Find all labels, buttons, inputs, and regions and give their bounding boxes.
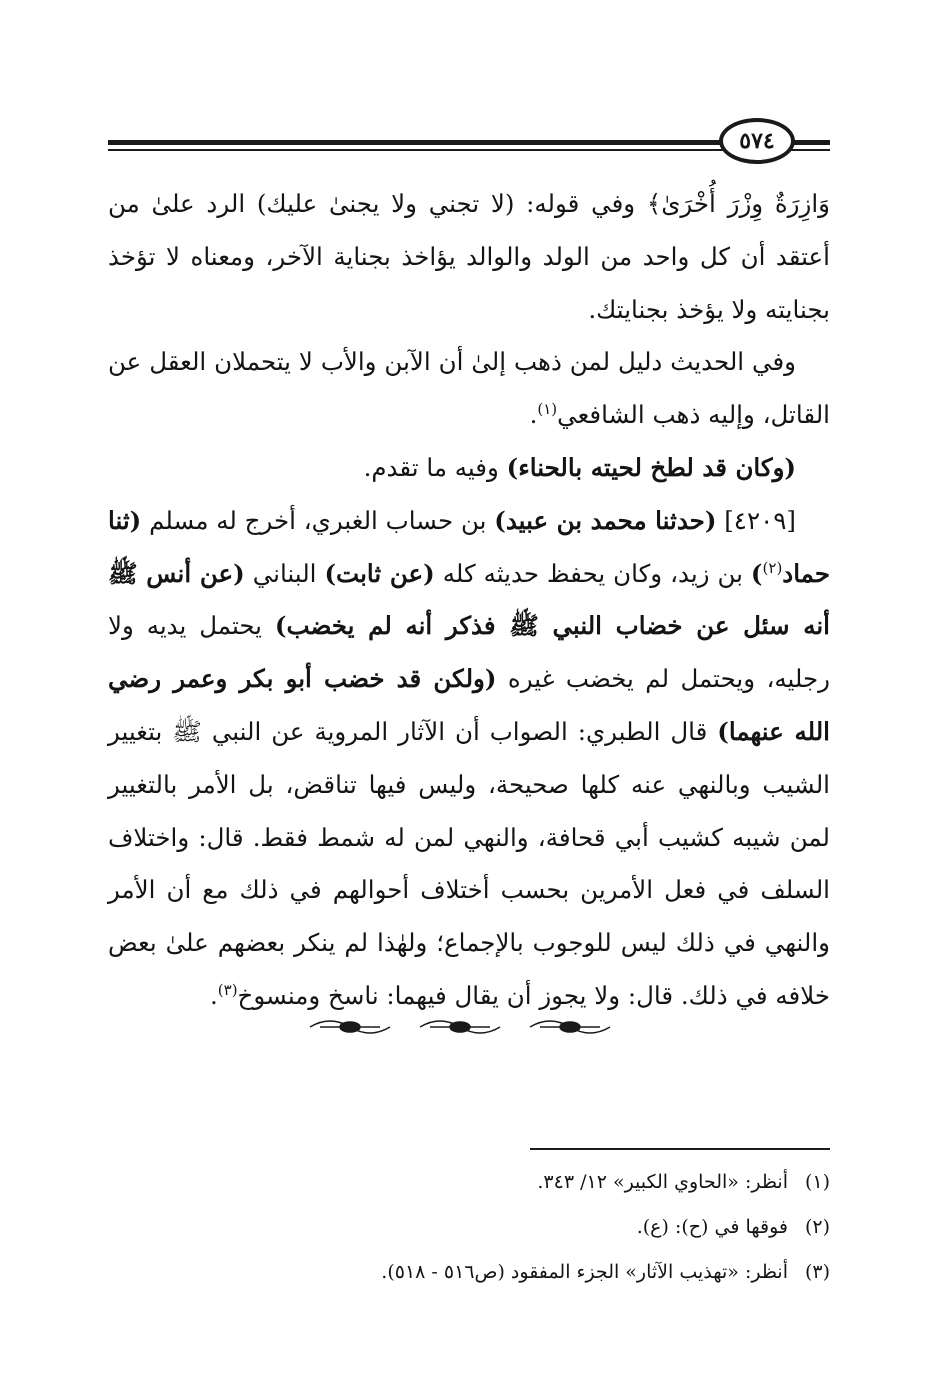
footnote-number: (٢) [804, 1216, 830, 1238]
footnote-number: (١) [804, 1171, 830, 1193]
commentary-4: يحتمل يديه ولا رجليه، ويحتمل لم يخضب غيره [108, 611, 830, 694]
paragraph-3-rest: وفيه ما تقدم. [363, 452, 507, 482]
page-number: ٥٧٤ [719, 118, 795, 164]
footnote-3 [108, 1250, 830, 1295]
footnote-ref-3: (٣) [217, 980, 238, 999]
paragraph-4-end: . [209, 980, 218, 1010]
commentary-2: بن زيد، وكان يحفظ حديثه كله [434, 558, 751, 588]
paragraph-3 [108, 442, 830, 495]
main-text [108, 178, 830, 1023]
quote-5: (ولكن قد خضب أبو بكر وعمر رضي الله عنهما) [108, 664, 830, 746]
commentary-3: البناني [244, 558, 325, 588]
quote-2: (ثنا حماد [108, 505, 830, 588]
paragraph-2 [108, 336, 830, 442]
paragraph-2-end: . [529, 400, 538, 430]
paragraph-3-bold: (وكان قد لطخ لحيته بالحناء) [506, 452, 796, 482]
paragraph-1-text: وَازِرَةٌ وِزْرَ أُخْرَىٰ﴾ وفي قوله: (لا تجني ولا يجنىٰ عليك) الرد علىٰ من أعتقد أن كل واحد من الولد والوالد يؤاخذ بجناية الآخر، ومعناه لا تؤخذ بجنايته ولا يؤخذ بجنايتك. [108, 189, 830, 324]
paragraph-2-text: وفي الحديث دليل لمن ذهب إلىٰ أن الآبن والأب لا يتحملان العقل عن القاتل، وإليه ذهب الشافعي [108, 347, 830, 430]
page-header [0, 0, 943, 170]
footnotes [108, 1160, 830, 1295]
commentary-5: قال الطبري: الصواب أن الآثار المروية عن النبي ﷺ بتغيير الشيب وبالنهي عنه كلها صحيحة، وليس فيها تناقض، بل الأمر بالتغيير لمن شيبه كشيب أبي قحافة، والنهي لمن له شمط فقط. قال: واختلاف السلف في فعل الأمرين بحسب أختلاف أحوالهم في ذلك مع أن الأمر والنهي في ذلك ليس للوجوب بالإجماع؛ ولهٰذا لم ينكر بعضهم علىٰ بعض خلافه في ذلك. قال: ولا يجوز أن يقال فيهما: ناسخ ومنسوخ [108, 716, 830, 1010]
footnote-1 [108, 1160, 830, 1205]
quote-3: (عن ثابت) [324, 558, 435, 588]
hadith-number: [٤٢٠٩] [716, 505, 796, 535]
footnote-text: أنظر: «تهذيب الآثار» الجزء المفقود (ص٥١٦ - ٥١٨). [381, 1261, 788, 1283]
paragraph-1 [108, 178, 830, 336]
section-divider-ornament [300, 1010, 630, 1044]
footnote-ref-2: (٢) [762, 558, 783, 577]
footnote-ref-1: (١) [537, 400, 558, 419]
paragraph-4 [108, 495, 830, 1023]
quote-4: (عن أنس ﷺ أنه سئل عن خضاب النبي ﷺ فذكر أنه لم يخضب) [108, 558, 830, 641]
footnote-number: (٣) [804, 1261, 830, 1283]
footnote-text: أنظر: «الحاوي الكبير» ١٢/ ٣٤٣. [537, 1171, 788, 1193]
footnote-text: فوقها في (ح): (ع). [636, 1216, 788, 1238]
footnote-2 [108, 1205, 830, 1250]
footnote-separator [530, 1148, 830, 1150]
commentary-1: بن حساب الغبري، أخرج له مسلم [141, 505, 495, 535]
quote-2-close: ) [750, 558, 763, 588]
quote-1: (حدثنا محمد بن عبيد) [494, 505, 717, 535]
